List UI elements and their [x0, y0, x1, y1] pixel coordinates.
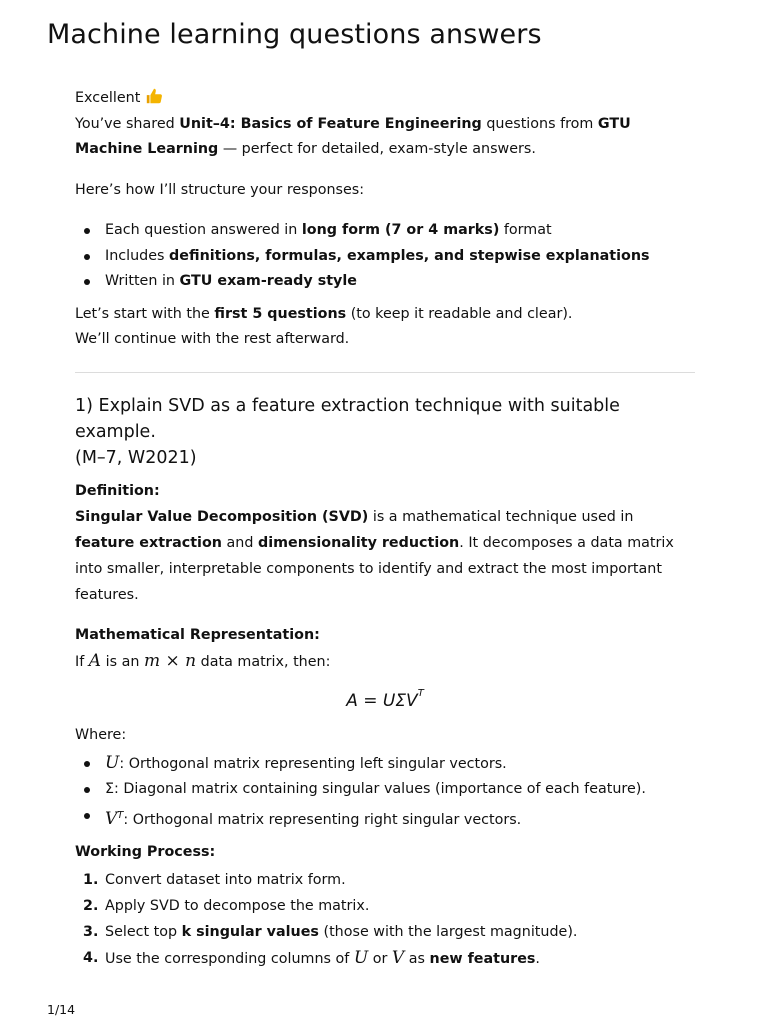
- intro-excellent: [75, 86, 695, 112]
- list-item: Each question answered in long form (7 or 4 marks) format: [75, 218, 695, 244]
- definition-text: Singular Value Decomposition (SVD) is a mathematical technique used in feature extraction and dimensionality reduction. It decomposes a data matrix into smaller, interpretable components to identify and extract the most important features.: [75, 509, 674, 603]
- list-item: 2. Apply SVD to decompose the matrix.: [83, 898, 370, 915]
- where-list: [75, 751, 695, 833]
- intro-start-line: Let’s start with the first 5 questions (to keep it readable and clear).: [75, 305, 573, 322]
- intro-bullet-list: [75, 218, 695, 295]
- list-item: Includes definitions, formulas, examples, and stepwise explanations: [75, 244, 695, 270]
- list-item: Written in GTU exam-ready style: [75, 269, 695, 295]
- excellent-text: Excellent: [75, 90, 141, 106]
- intro-structure: Here’s how I’ll structure your responses:: [75, 181, 365, 198]
- unit-name: Unit–4: Basics of Feature Engineering: [179, 115, 482, 132]
- math-intro: If A is an m × n data matrix, then:: [75, 650, 331, 671]
- document-body: [75, 86, 695, 972]
- definition-label: Definition:: [75, 482, 160, 499]
- intro-shared-line: You’ve shared Unit–4: Basics of Feature Engineering questions from GTU Machine Learning — perfect for detailed, exam-style answers.: [75, 115, 631, 157]
- list-item: 3. Select top k singular values (those with the largest magnitude).: [83, 924, 578, 941]
- list-item: U: Orthogonal matrix representing left singular vectors.: [75, 751, 695, 778]
- list-item: Σ: Diagonal matrix containing singular values (importance of each feature).: [75, 777, 695, 803]
- thumbs-up-icon: [145, 87, 163, 105]
- svd-formula: $A = U\Sigma V^T$: [346, 688, 424, 711]
- where-label: Where:: [75, 727, 127, 743]
- math-label: Mathematical Representation:: [75, 627, 320, 643]
- intro-continue-line: We’ll continue with the rest afterward.: [75, 331, 350, 347]
- section-divider: [75, 372, 695, 373]
- question-heading: 1) Explain SVD as a feature extraction technique with suitable example. (M–7, W2021): [75, 395, 620, 468]
- page-number: 1/14: [47, 1002, 76, 1017]
- list-item: 4. Use the corresponding columns of U or V as new features.: [83, 948, 540, 969]
- document-title: Machine learning questions answers: [47, 19, 542, 50]
- process-steps: [75, 867, 695, 972]
- process-label: Working Process:: [75, 843, 216, 860]
- list-item: $V^T$: Orthogonal matrix representing right singular vectors.: [75, 803, 695, 833]
- course-name: GTU Machine Learning: [75, 115, 631, 157]
- list-item: 1. Convert dataset into matrix form.: [83, 872, 346, 889]
